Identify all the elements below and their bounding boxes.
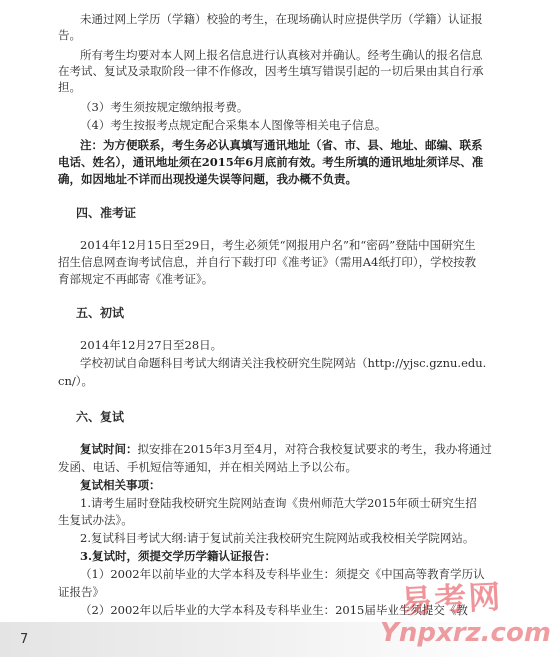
- note-line: 确，如因地址不详而出现投递失误等问题，我办概不负责。: [58, 172, 357, 186]
- text-line: 担。: [58, 80, 81, 94]
- watermark-logo-bottom: Ynpxrz.com: [380, 618, 551, 648]
- text-line: 在考试、复试及录取阶段一律不作修改，因考生填写错误引起的一切后果由其自行承: [58, 64, 484, 78]
- text-line: （1）2002年以前毕业的大学本科及专科毕业生：须提交《中国高等教育学历认: [80, 567, 485, 581]
- text-line: 所有考生均要对本人网上报名信息进行认真核对并确认。经考生确认的报名信息: [80, 48, 483, 62]
- label-retest-time: 复试时间：: [80, 442, 138, 456]
- text-line: （3）考生须按规定缴纳报考费。: [80, 100, 249, 114]
- text-line: （4）考生按报考点规定配合采集本人图像等相关电子信息。: [80, 118, 387, 132]
- text-line: cn/）。: [58, 374, 93, 388]
- retest-time-text: 拟安排在2015年3月至4月，对符合我校复试要求的考生，我办将通过: [137, 442, 492, 456]
- note-line: 电话、姓名），通讯地址须在2015年6月底前有效。考生所填的通讯地址须详尽、准: [58, 155, 484, 169]
- text-line: 2014年12月15日至29日，考生必须凭“网报用户名”和“密码”登陆中国研究生: [80, 238, 476, 252]
- text-line: [80, 442, 520, 456]
- text-line: 告。: [58, 28, 81, 42]
- text-line: 生复试办法》。: [58, 513, 133, 527]
- text-line: 2.复试科目考试大纲:请于复试前关注我校研究生院网站或我校相关学院网站。: [80, 531, 475, 545]
- text-line: 招生信息网查询考试信息，并自行下载打印《准考证》（需用A4纸打印），学校按教: [58, 255, 477, 269]
- note-line: 注：为方便联系，考生务必认真填写通讯地址（省、市、县、地址、邮编、联系: [80, 138, 483, 152]
- subheading: 复试相关事项：: [80, 478, 161, 492]
- page-number: 7: [20, 632, 29, 647]
- text-line: （2）2002年以后毕业的大学本科及专科毕业生：2015届毕业生须提交《教: [80, 603, 468, 617]
- text-line: 未通过网上学历（学籍）校验的考生，在现场确认时应提供学历（学籍）认证报: [80, 12, 483, 26]
- section-heading: 四、准考证: [76, 206, 137, 220]
- text-line: 2014年12月27日至28日。: [80, 338, 223, 352]
- text-line: 育部规定不再邮寄《准考证》。: [58, 272, 214, 286]
- text-line: 1.请考生届时登陆我校研究生院网站查询《贵州师范大学2015年硕士研究生招: [80, 496, 477, 510]
- section-heading: 五、初试: [76, 306, 125, 320]
- subheading: 3.复试时，须提交学历学籍认证报告：: [80, 549, 277, 563]
- text-line: 证报告》: [58, 585, 104, 599]
- watermark-logo-top: 易考网: [399, 577, 504, 621]
- section-heading: 六、复试: [76, 410, 125, 424]
- text-line: 学校初试自命题科目考试大纲请关注我校研究生院网站（http://yjsc.gznu.edu.: [80, 356, 487, 370]
- text-line: 发函、电话、手机短信等通知，并在相关网站上予以公布。: [58, 460, 357, 474]
